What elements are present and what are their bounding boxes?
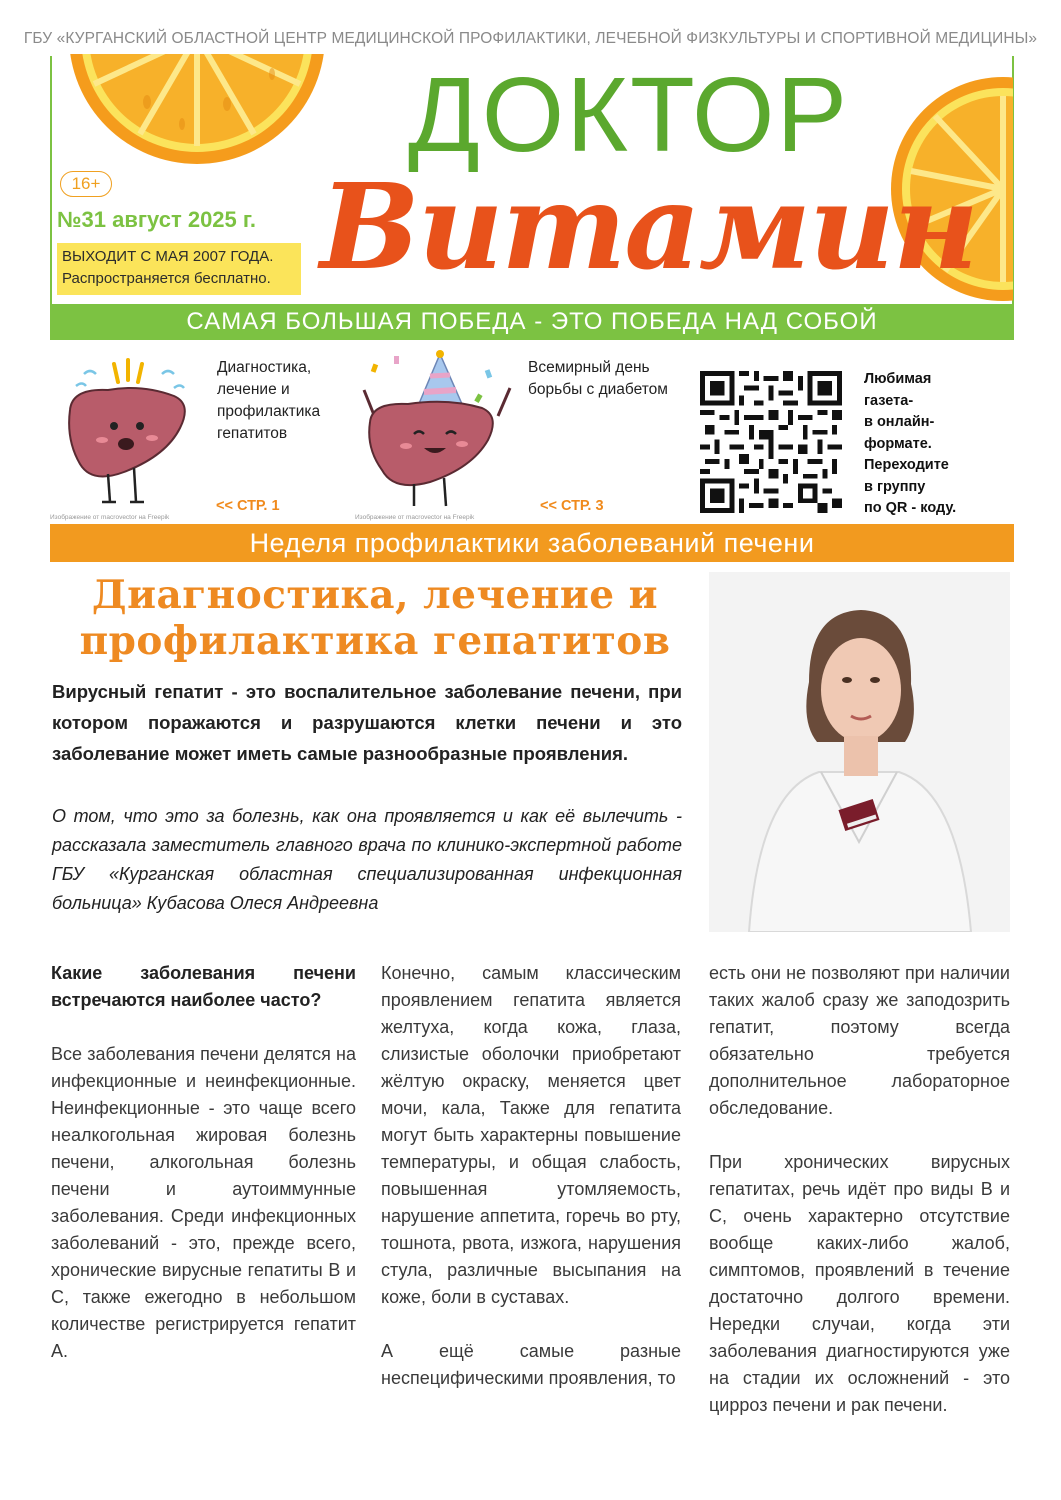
qr-caption-line: газета- [864,392,914,409]
qr-caption-line: Переходите [864,457,949,473]
liver-character-icon [358,350,518,512]
motto-text: САМАЯ БОЛЬШАЯ ПОБЕДА - ЭТО ПОБЕДА НАД СОБОЙ [186,308,878,335]
article-paragraph: А ещё самые разные неспецифическими проявления, то [381,1341,681,1388]
teaser-1-line: профилактика [217,403,321,420]
qr-caption-line: формате. [864,435,932,452]
qr-caption-line: по QR - коду. [864,500,957,516]
article-intro: О том, что это за болезнь, как она проявляется и как её вылечить - рассказала заместитель главного врача по клинико-экспертной работе ГБУ «Курганская областная специализированная инфекционная больница» Кубасова Олеся Андреевна [52,806,682,913]
party-hat-icon [418,350,462,406]
qr-code-icon[interactable] [700,371,842,513]
article-column-2 [381,960,681,1419]
qr-caption-line: в онлайн- [864,414,935,430]
masthead-title-vitamin: Витамин [320,157,977,296]
column-heading: Какие заболевания печени встречаются наиболее часто? [51,963,356,1010]
teaser-1-page-ref[interactable]: << СТР. 1 [216,498,280,514]
article-paragraph: Все заболевания печени делятся на инфекционные и неинфекционные. Неинфекционные - это чаще всего неалкогольная жировая болезнь печени, алкогольная болезнь печени и аутоиммунные заболевания. Среди инфекционных заболеваний - это, прежде всего, хронические вирусные гепатиты В и С, также ежегодно в небольшом количестве регистрируется гепатит А. [51,1044,356,1361]
teaser-1-text [217,357,357,445]
issue-number: №31 август 2025 г. [57,207,256,232]
qr-caption-line: Любимая [864,371,932,387]
teaser-1-line: гепатитов [217,425,288,442]
qr-caption [864,369,1014,520]
masthead-title-doctor: ДОКТОР [408,56,850,174]
teaser-2-line: Всемирный день [528,359,650,376]
qr-caption-line: в группу [864,478,926,495]
image-credit: Изображение от macrovector на Freepik [355,514,475,521]
article-column-1 [51,960,356,1392]
section-banner [50,524,1014,562]
headline-line: Диагностика, лечение и [91,572,659,618]
article-column-3 [709,960,1010,1446]
teaser-2-page-ref[interactable]: << СТР. 3 [540,498,604,514]
distribution-text: Распространяется бесплатно. [62,270,271,287]
since-box [57,243,301,295]
orange-slice-icon [52,54,342,164]
doctor-photo [709,572,1010,932]
since-text: ВЫХОДИТ С МАЯ 2007 ГОДА. [62,248,274,265]
teaser-1-line: лечение и [217,381,290,398]
age-rating-badge: 16+ [60,171,112,197]
teaser-2-text [528,357,700,401]
image-credit: Изображение от macrovector на Freepik [50,514,170,521]
motto-bar [50,304,1014,340]
teaser-2-line: борьбы с диабетом [528,381,668,398]
article-headline [50,572,700,664]
section-banner-text: Неделя профилактики заболеваний печени [249,528,815,558]
article-paragraph: Конечно, самым классическим проявлением гепатита является желтуха, когда кожа, глаза, слизистые оболочки приобретают жёлтую окраску, меняется цвет мочи, кала, Также для гепатита могут быть характерны повышение температуры, и общая слабость, повышенная утомляемость, нарушение аппетита, горечь во рту, тошнота, рвота, изжога, нарушения стула, различные высыпания на коже, боли в суставах. [381,963,681,1307]
organization-line: ГБУ «КУРГАНСКИЙ ОБЛАСТНОЙ ЦЕНТР МЕДИЦИНСКОЙ ПРОФИЛАКТИКИ, ЛЕЧЕБНОЙ ФИЗКУЛЬТУРЫ И СПОРТИВНОЙ МЕДИЦИНЫ» [23,30,1038,47]
headline-line: профилактика гепатитов [79,618,671,664]
liver-character-icon [62,352,198,512]
teaser-1-line: Диагностика, [217,359,312,376]
article-paragraph: При хронических вирусных гепатитах, речь идёт про виды В и С, очень характерно отсутствие вообще каких-либо жалоб, симптомов, проявлений в течение достаточно долгого времени. Нередки случаи, когда эти заболевания диагностируются уже на стадии их осложнений - это цирроз печени и рак печени. [709,1152,1010,1415]
article-paragraph: есть они не позволяют при наличии таких жалоб сразу же заподозрить гепатит, поэтому всегда обязательно требуется дополнительное лабораторное обследование. [709,963,1010,1118]
article-lead: Вирусный гепатит - это воспалительное заболевание печени, при котором поражаются и разрушаются клетки печени и это заболевание может иметь самые разнообразные проявления. [52,681,682,764]
